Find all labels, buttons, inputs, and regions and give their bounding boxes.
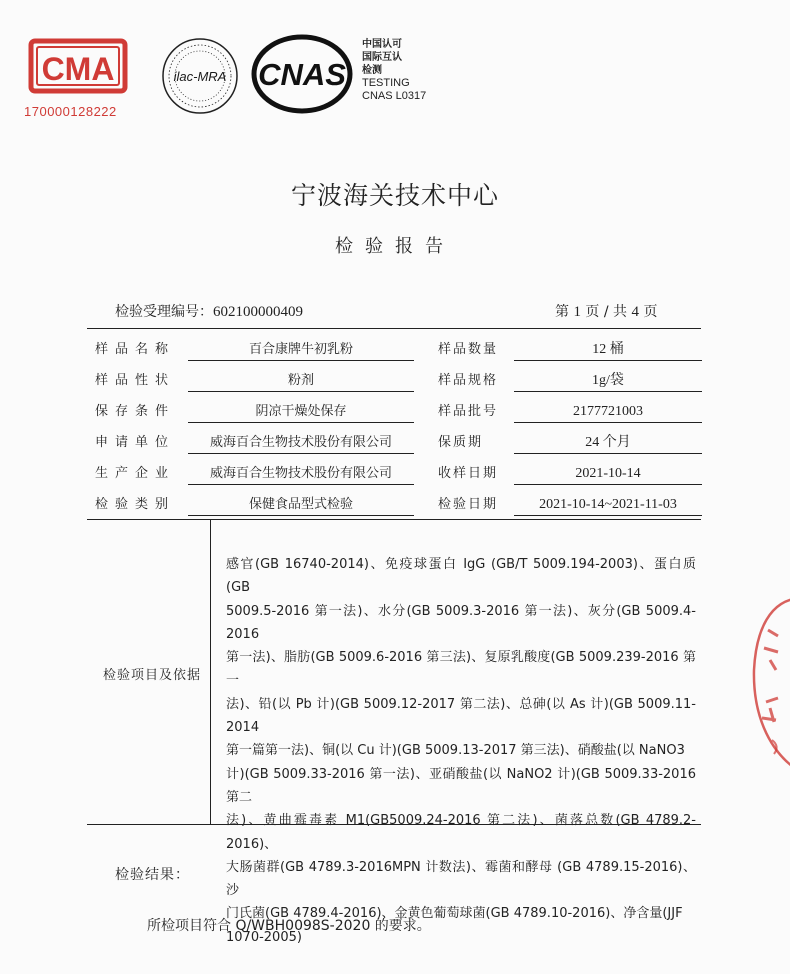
acceptance-label: 检验受理编号： bbox=[115, 304, 213, 320]
items-line: 感官(GB 16740-2014)、免疫球蛋白 IgG (GB/T 5009.194-2003)、蛋白质 (GB bbox=[226, 557, 696, 596]
items-line: 1070-2005) bbox=[226, 929, 302, 945]
acceptance-number: 602100000409 bbox=[213, 304, 303, 320]
info-value-right: 2177721003 bbox=[573, 404, 643, 419]
cma-certificate-number: 170000128222 bbox=[24, 104, 117, 119]
table-top-rule bbox=[87, 328, 701, 329]
info-value-right: 12 桶 bbox=[592, 342, 624, 357]
value-underline bbox=[188, 515, 414, 516]
page-label-pre: 第 bbox=[555, 304, 569, 320]
inspection-items-text bbox=[226, 553, 696, 949]
table-bottom-rule bbox=[87, 519, 701, 520]
result-label: 检验结果： bbox=[115, 867, 190, 883]
value-underline bbox=[188, 391, 414, 392]
page-indicator bbox=[555, 301, 657, 321]
page-label-mid: 页 / 共 bbox=[585, 304, 628, 320]
info-label-right: 样品规格 bbox=[438, 373, 499, 388]
items-line: 第一法)、脂肪(GB 5009.6-2016 第三法)、复原乳酸度(GB 5009.239-2016 第一 bbox=[226, 650, 696, 689]
info-value: 百合康牌牛初乳粉 bbox=[248, 342, 353, 357]
acceptance-number-line bbox=[115, 301, 303, 321]
info-value-right: 24 个月 bbox=[585, 435, 631, 450]
items-line: 计)(GB 5009.33-2016 第一法)、亚硝酸盐(以 NaNO2 计)(GB 5009.33-2016 第二 bbox=[226, 766, 696, 805]
items-line: 法)、黄曲霉毒素 M1(GB5009.24-2016 第二法)、菌落总数(GB 4789.2-2016)、 bbox=[226, 813, 696, 852]
items-bottom-rule bbox=[87, 824, 701, 825]
organization-title: 宁波海关技术中心 bbox=[290, 181, 499, 210]
value-underline-right bbox=[514, 484, 702, 485]
svg-text:ilac-MRA: ilac-MRA bbox=[173, 69, 227, 84]
info-label: 样品名称 bbox=[95, 342, 176, 357]
value-underline-right bbox=[514, 453, 702, 454]
inspection-items-label: 检验项目及依据 bbox=[103, 668, 202, 683]
svg-text:CMA: CMA bbox=[41, 51, 115, 87]
info-label-right: 检验日期 bbox=[438, 497, 499, 512]
info-value-right: 2021-10-14~2021-11-03 bbox=[539, 497, 677, 512]
value-underline bbox=[188, 453, 414, 454]
page-total: 4 bbox=[631, 304, 639, 320]
value-underline bbox=[188, 422, 414, 423]
value-underline-right bbox=[514, 391, 702, 392]
cnas-accreditation-text: 中国认可 国际互认 检测 TESTING CNAS L0317 bbox=[362, 39, 427, 102]
ilac-mra-logo bbox=[160, 36, 240, 116]
items-line: 门氏菌(GB 4789.4-2016)、金黄色葡萄球菌(GB 4789.10-2016)、净含量(JJF bbox=[226, 906, 683, 922]
items-line: 5009.5-2016 第一法)、水分(GB 5009.3-2016 第一法)、灰分(GB 5009.4-2016 bbox=[226, 603, 696, 642]
info-label-right: 样品批号 bbox=[438, 404, 499, 419]
official-seal-stamp bbox=[740, 590, 790, 780]
report-title: 检验报告 bbox=[335, 236, 455, 257]
items-line: 第一篇第一法)、铜(以 Cu 计)(GB 5009.13-2017 第三法)、硝酸盐(以 NaNO3 bbox=[226, 743, 685, 759]
page-current: 1 bbox=[573, 304, 581, 320]
value-underline-right bbox=[514, 422, 702, 423]
cma-logo bbox=[28, 38, 128, 94]
value-underline bbox=[188, 360, 414, 361]
info-label: 申请单位 bbox=[95, 435, 176, 450]
info-value: 粉剂 bbox=[287, 373, 314, 388]
result-text: 所检项目符合 Q/WBH0098S-2020 的要求。 bbox=[147, 918, 431, 934]
value-underline-right bbox=[514, 360, 702, 361]
value-underline-right bbox=[514, 515, 702, 516]
info-value: 阴凉干燥处保存 bbox=[255, 404, 347, 419]
page-label-post: 页 bbox=[643, 304, 658, 320]
info-label: 样品性状 bbox=[95, 373, 176, 388]
info-value-right: 1g/袋 bbox=[592, 373, 624, 388]
info-label: 保存条件 bbox=[95, 404, 176, 419]
info-value: 保健食品型式检验 bbox=[248, 497, 353, 512]
svg-text:CNAS: CNAS bbox=[258, 57, 346, 92]
items-line: 大肠菌群(GB 4789.3-2016MPN 计数法)、霉菌和酵母 (GB 4789.15-2016)、沙 bbox=[226, 859, 696, 899]
info-label: 检验类别 bbox=[95, 497, 176, 512]
info-value: 威海百合生物技术股份有限公司 bbox=[209, 466, 392, 481]
info-label: 生产企业 bbox=[95, 466, 176, 481]
items-divider bbox=[210, 519, 211, 824]
value-underline bbox=[188, 484, 414, 485]
info-label-right: 样品数量 bbox=[438, 342, 499, 357]
info-label-right: 保质期 bbox=[438, 435, 484, 450]
info-label-right: 收样日期 bbox=[438, 466, 499, 481]
cnas-logo bbox=[250, 34, 354, 114]
items-line: 法)、铅(以 Pb 计)(GB 5009.12-2017 第二法)、总砷(以 As 计)(GB 5009.11-2014 bbox=[226, 696, 696, 736]
info-value-right: 2021-10-14 bbox=[575, 466, 641, 481]
info-value: 威海百合生物技术股份有限公司 bbox=[209, 435, 392, 450]
